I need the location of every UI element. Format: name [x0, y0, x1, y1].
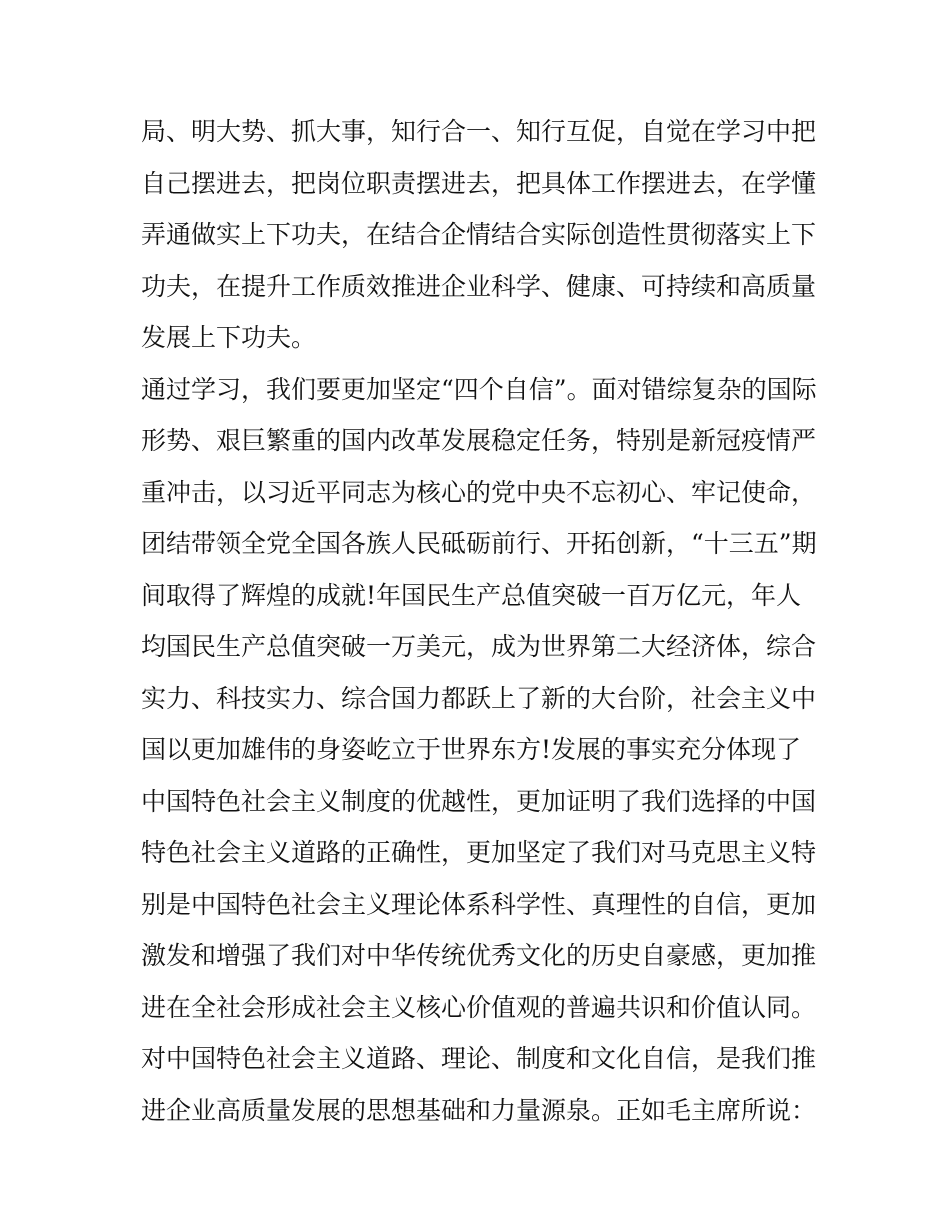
- text-line: 进在全社会形成社会主义核心价值观的普遍共识和价值认同。: [141, 992, 817, 1022]
- body-text: [141, 106, 821, 1136]
- text-line: 重冲击，以习近平同志为核心的党中央不忘初心、牢记使命，: [141, 477, 817, 507]
- text-line: 发展上下功夫。: [141, 323, 317, 352]
- text-line: 中国特色社会主义制度的优越性，更加证明了我们选择的中国: [141, 786, 817, 816]
- text-line: 别是中国特色社会主义理论体系科学性、真理性的自信，更加: [141, 889, 817, 919]
- text-line: 激发和增强了我们对中华传统优秀文化的历史自豪感，更加推: [141, 941, 817, 970]
- text-line: 间取得了辉煌的成就!年国民生产总值突破一百万亿元，年人: [141, 580, 802, 610]
- text-line: 均国民生产总值突破一万美元，成为世界第二大经济体，综合: [141, 632, 817, 661]
- text-line: 通过学习，我们要更加坚定“四个自信”。面对错综复杂的国际: [141, 374, 817, 404]
- text-line: 局、明大势、抓大事，知行合一、知行互促，自觉在学习中把: [141, 117, 817, 146]
- text-line: 弄通做实上下功夫，在结合企情结合实际创造性贯彻落实上下: [141, 220, 817, 249]
- text-line: 实力、科技实力、综合国力都跃上了新的大台阶，社会主义中: [141, 683, 817, 713]
- text-line: 形势、艰巨繁重的国内改革发展稳定任务，特别是新冠疫情严: [141, 426, 817, 455]
- text-line: 自己摆进去，把岗位职责摆进去，把具体工作摆进去，在学懂: [141, 168, 817, 198]
- text-line: 进企业高质量发展的思想基础和力量源泉。正如毛主席所说：: [141, 1095, 817, 1125]
- text-line: 团结带领全党全国各族人民砥砺前行、开拓创新，“十三五”期: [141, 529, 817, 558]
- text-line: 功夫，在提升工作质效推进企业科学、健康、可持续和高质量: [141, 271, 817, 301]
- text-line: 国以更加雄伟的身姿屹立于世界东方!发展的事实充分体现了: [141, 735, 802, 764]
- text-line: 特色社会主义道路的正确性，更加坚定了我们对马克思主义特: [141, 838, 817, 867]
- text-line: 对中国特色社会主义道路、理论、制度和文化自信，是我们推: [141, 1044, 817, 1073]
